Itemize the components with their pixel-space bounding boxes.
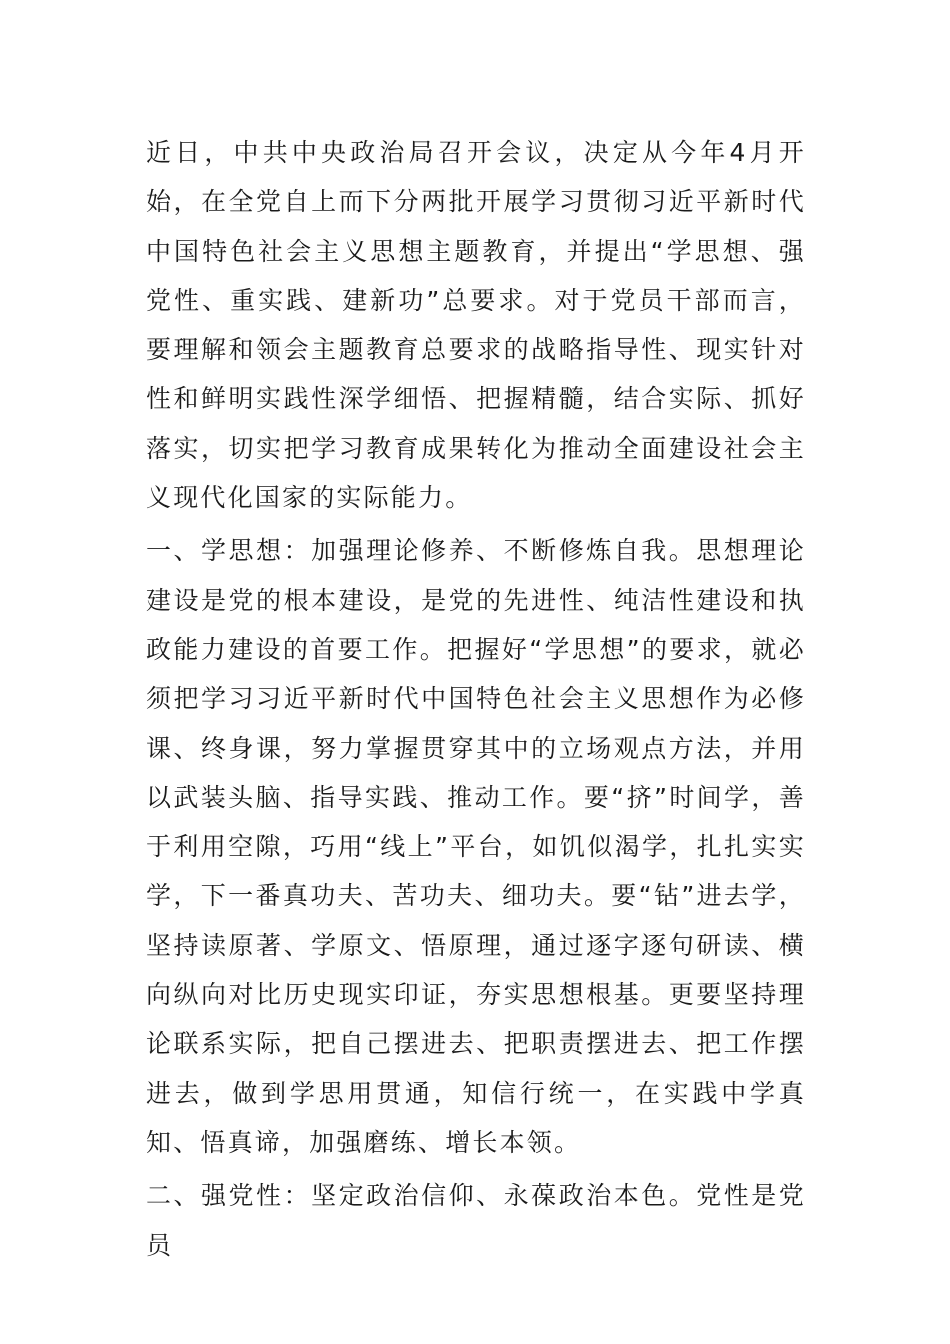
paragraph-section-1: 一、学思想：加强理论修养、不断修炼自我。思想理论建设是党的根本建设，是党的先进性、纯洁性建设和执政能力建设的首要工作。把握好“学思想”的要求，就必须把学习习近平新时代中国特色社会主义思想作为必修课、终身课，努力掌握贯穿其中的立场观点方法，并用以武装头脑、指导实践、推动工作。要“挤”时间学，善于利用空隙，巧用“线上”平台，如饥似渴学，扎扎实实学，下一番真功夫、苦功夫、细功夫。要“钻”进去学，坚持读原著、学原文、悟原理，通过逐字逐句研读、横向纵向对比历史现实印证，夯实思想根基。更要坚持理论联系实际，把自己摆进去、把职责摆进去、把工作摆进去，做到学思用贯通，知信行统一，在实践中学真知、悟真谛，加强磨练、增长本领。 xyxy=(146,536,806,1157)
document-body xyxy=(146,128,806,1270)
paragraph-section-2: 二、强党性：坚定政治信仰、永葆政治本色。党性是党员 xyxy=(146,1181,806,1260)
paragraph-intro: 近日，中共中央政治局召开会议，决定从今年4月开始，在全党自上而下分两批开展学习贯彻习近平新时代中国特色社会主义思想主题教育，并提出“学思想、强党性、重实践、建新功”总要求。对于党员干部而言，要理解和领会主题教育总要求的战略指导性、现实针对性和鲜明实践性深学细悟、把握精髓，结合实际、抓好落实，切实把学习教育成果转化为推动全面建设社会主义现代化国家的实际能力。 xyxy=(146,138,806,513)
